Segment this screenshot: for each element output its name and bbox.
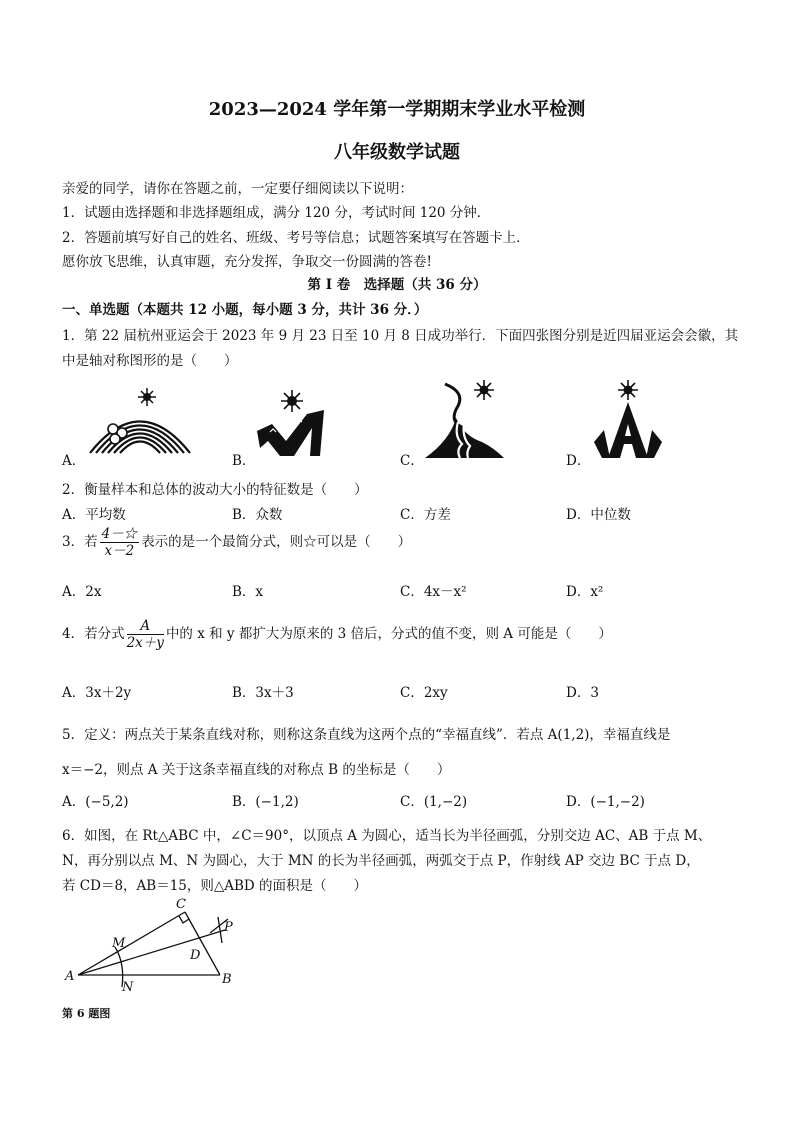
intro-greeting: 亲爱的同学，请你在答题之前，一定要仔细阅读以下说明： bbox=[62, 181, 413, 197]
q3-option-a: A．2x bbox=[62, 584, 102, 600]
section-heading: 第 I 卷 选择题（共 36 分） bbox=[307, 277, 487, 293]
emblem-b-image bbox=[252, 386, 332, 464]
q4-stem bbox=[62, 618, 612, 651]
ray-ap bbox=[78, 930, 225, 975]
q2-option-b: B．众数 bbox=[232, 507, 283, 523]
emblem-d-image bbox=[590, 378, 666, 464]
q3-suffix: 表示的是一个最简分式，则☆可以是（ ） bbox=[141, 534, 412, 550]
label-d: D bbox=[190, 948, 201, 963]
q1-line2: 中是轴对称图形的是（ ） bbox=[62, 353, 238, 369]
label-m: M bbox=[112, 936, 126, 951]
q4-option-b: B．3x＋3 bbox=[232, 685, 294, 701]
q3-prefix: 3．若 bbox=[62, 534, 98, 550]
q2-stem: 2．衡量样本和总体的波动大小的特征数是（ ） bbox=[62, 482, 368, 498]
q4-option-a: A．3x＋2y bbox=[62, 685, 132, 701]
q2-option-d: D．中位数 bbox=[566, 507, 631, 523]
q4-fraction-numerator: A bbox=[127, 618, 164, 635]
intro-note-2: 2．答题前填写好自己的姓名、班级、考号等信息；试题答案填写在答题卡上． bbox=[62, 230, 530, 246]
q5-line2: x＝−2，则点 A 关于这条幸福直线的对称点 B 的坐标是（ ） bbox=[62, 762, 451, 778]
q2-option-a: A．平均数 bbox=[62, 507, 126, 523]
exam-subtitle: 八年级数学试题 bbox=[334, 142, 460, 163]
label-p: P bbox=[224, 920, 233, 935]
q1-option-a: A． bbox=[62, 453, 86, 469]
label-n: N bbox=[122, 980, 134, 995]
arc-p-2 bbox=[218, 917, 222, 943]
q6-line1: 6．如图，在 Rt△ABC 中，∠C＝90°，以顶点 A 为圆心，适当长为半径画弧，分别交边 AC、AB 于点 M、 bbox=[62, 828, 712, 844]
q5-option-a: A．(−5,2) bbox=[62, 794, 129, 810]
q4-fraction bbox=[127, 618, 164, 651]
q6-line2: N，再分别以点 M、N 为圆心，大于 MN 的长为半径画弧，两弧交于点 P，作射线 AP 交边 BC 于点 D， bbox=[62, 853, 700, 869]
q5-line1: 5．定义：两点关于某条直线对称，则称这条直线为这两个点的“幸福直线”．若点 A(1,2)，幸福直线是 bbox=[62, 727, 671, 743]
q3-fraction bbox=[100, 526, 140, 559]
q3-option-c: C．4x－x² bbox=[400, 584, 467, 600]
emblem-c-image bbox=[420, 378, 510, 464]
q3-fraction-denominator: x－2 bbox=[104, 543, 135, 559]
q4-option-d: D．3 bbox=[566, 685, 599, 701]
q4-prefix: 4．若分式 bbox=[62, 626, 125, 642]
q4-fraction-denominator: 2x＋y bbox=[126, 635, 164, 651]
exam-title: 2023—2024 学年第一学期期末学业水平检测 bbox=[208, 99, 586, 120]
q4-option-c: C．2xy bbox=[400, 685, 448, 701]
q6-figure-caption: 第 6 题图 bbox=[62, 1007, 111, 1020]
intro-wish: 愿你放飞思维，认真审题，充分发挥，争取交一份圆满的答卷! bbox=[62, 254, 432, 270]
part-heading: 一、单选题（本题共 12 小题，每小题 3 分，共计 36 分．） bbox=[62, 302, 428, 318]
q4-suffix: 中的 x 和 y 都扩大为原来的 3 倍后，分式的值不变，则 A 可能是（ ） bbox=[165, 626, 612, 642]
intro-note-1: 1．试题由选择题和非选择题组成，满分 120 分，考试时间 120 分钟． bbox=[62, 205, 491, 221]
q1-line1: 1．第 22 届杭州亚运会于 2023 年 9 月 23 日至 10 月 8 日成功举行．下面四张图分别是近四届亚运会会徽，其 bbox=[62, 328, 739, 344]
q3-option-b: B．x bbox=[232, 584, 264, 600]
q3-option-d: D．x² bbox=[566, 584, 604, 600]
q1-option-c: C． bbox=[400, 453, 424, 469]
emblem-a-image bbox=[85, 385, 195, 465]
q5-option-c: C．(1,−2) bbox=[400, 794, 468, 810]
q1-option-b: B． bbox=[232, 453, 256, 469]
label-a: A bbox=[65, 969, 75, 984]
q5-option-d: D．(−1,−2) bbox=[566, 794, 645, 810]
q3-stem bbox=[62, 526, 411, 559]
q3-fraction-numerator: 4－☆ bbox=[101, 526, 138, 542]
label-c: C bbox=[176, 897, 186, 912]
q6-line3: 若 CD＝8，AB＝15，则△ABD 的面积是（ ） bbox=[62, 878, 368, 894]
label-b: B bbox=[222, 972, 232, 987]
segment-cb bbox=[185, 912, 220, 975]
q6-geometry-figure bbox=[60, 895, 260, 995]
q5-option-b: B．(−1,2) bbox=[232, 794, 299, 810]
segment-ac bbox=[78, 912, 185, 975]
q2-option-c: C．方差 bbox=[400, 507, 451, 523]
q1-option-d: D． bbox=[566, 453, 591, 469]
